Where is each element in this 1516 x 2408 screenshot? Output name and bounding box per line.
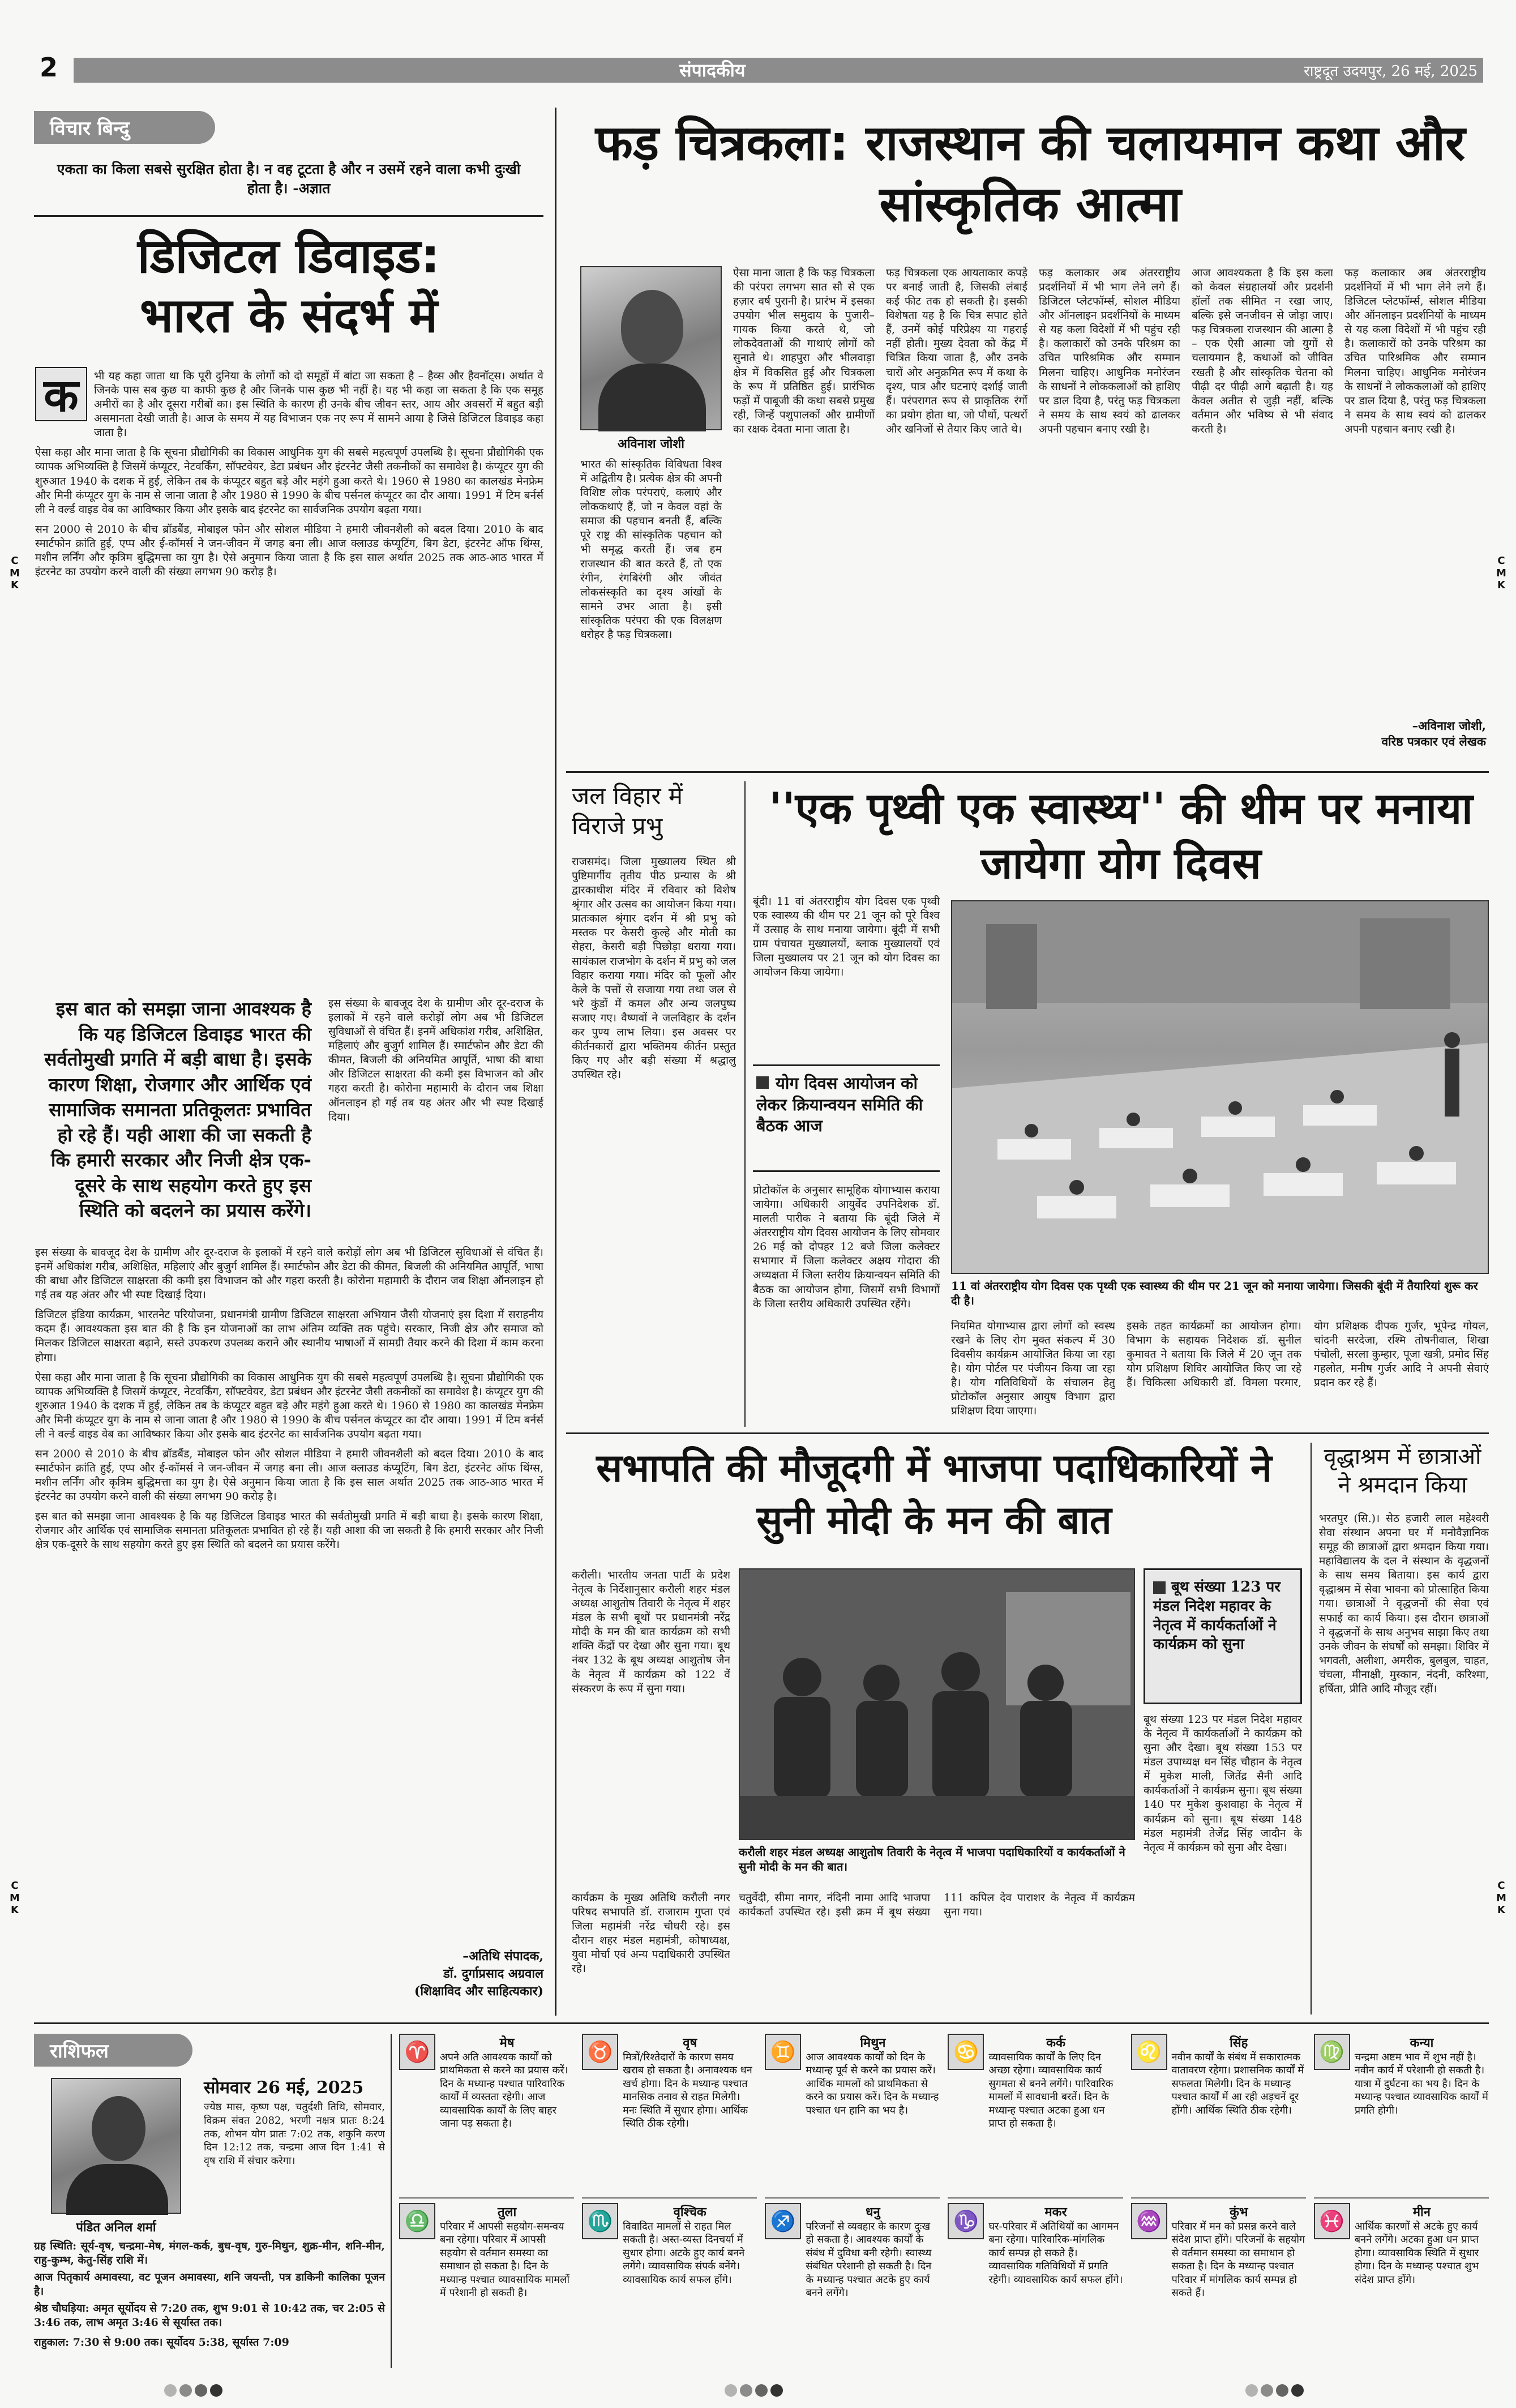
bjp-subhead: बूथ संख्या 123 पर मंडल निदेश महावर के नेतृत्व में कार्यकर्ताओं ने कार्यक्रम को सुना xyxy=(1153,1579,1281,1653)
rashi-text: परिवार में मन को प्रसन्न करने वाले संदेश प्राप्त होंगे। परिजनों के सहयोग से वर्तमान समस्या का समाधान हो सकता है। दिन के मध्यान्ह पश्चात परिवार में मांगलिक कार्य सम्पन्न हो सकते हैं। xyxy=(1171,2221,1305,2299)
yoga-photo-caption: 11 वां अंतरराष्ट्रीय योग दिवस एक पृथ्वी एक स्वास्थ्य की थीम पर 21 जून को मनाया जायेगा। जिसकी बूंदी में तैयारियां शुरू कर दी है। xyxy=(951,1279,1478,1307)
rashi-cell xyxy=(1314,2203,1489,2368)
rashi-cell xyxy=(1131,2203,1306,2368)
phad-col-1: भारत की सांस्कृतिक विविधता विश्व में अद्वितीय है। प्रत्येक क्षेत्र की अपनी विशिष्ट लोक परंपराएं, कलाएं और लोककथाएं हैं, जो न केवल वहां के समाज की पहचान बनती हैं, बल्कि पूरे राष्ट्र की सांस्कृतिक पहचान को भी समृद्ध करती हैं। जब हम राजस्थान की बात करते हैं, तो एक रंगीन, रंगबिरंगी और जीवंत लोकसंस्कृति का दृश्य आंखों के सामने उभर आता है। इसी सांस्कृतिक परंपरा की एक विलक्षण धरोहर है फड़ चित्रकला। xyxy=(580,458,722,641)
yoga-body-3: इसके तहत कार्यक्रमों का आयोजन होगा। विभाग के सहायक निदेशक डॉ. सुनील कुमावत ने बताया कि जिले में 20 जून तक योग प्रशिक्षण शिविर आयोजित किए जा रहे हैं। चिकित्सा अधिकारी डॉ. विमला परमार, योग प्रशिक्षक दीपक गुर्जर, भूपेन्द्र गोयल, चांदनी सरदेजा, रश्मि तोषनीवाल, शिखा पंचोली, सरला कुम्हार, पूजा खत्री, प्रमोद सिंह गहलोत, मनीष गुर्जर आदि ने अपनी सेवाएं प्रदान कर रहे हैं। xyxy=(1127,1320,1489,1389)
editorial-paragraph: भी यह कहा जाता था कि पूरी दुनिया के लोगों को दो समूहों में बांटा जा सकता है – हैव्स और हैवनॉट्स। अर्थात वे जिनके पास सब कुछ या काफी कुछ है और जिनके पास कुछ भी नहीं है। यह भी कहा जा सकता है कि एक समूह अमीरों का है और दूसरा गरीबों का। इस स्थिति के कारण ही उनके बीच जीवन स्तर, आय और अवसरों में बहुत बड़ी असमानता देखी जाती है। आज के समय में यह विभाजन एक नए रूप में सामने आया है जिसे डिजिटल डिवाइड कहा जाता है। xyxy=(94,370,543,439)
rashi-text: परिवार में आपसी सहयोग-समन्वय बना रहेगा। परिवार में आपसी सहयोग से वर्तमान समस्या का समाधान हो सकता है। दिन के मध्यान्ह पश्चात व्यावसायिक मामलों में परेशानी हो सकती है। xyxy=(440,2221,570,2299)
rashi-grid xyxy=(399,2034,1489,2368)
pisces-icon: ♓ xyxy=(1314,2203,1350,2239)
editorial-headline: डिजिटल डिवाइड: भारत के संदर्भ में xyxy=(137,228,440,343)
page-header xyxy=(34,52,1489,85)
rashi-text: अपने अति आवश्यक कार्यों को प्राथमिकता से करने का प्रयास करें। दिन के मध्यान्ह पश्चात पारिवारिक कार्यों में व्यस्तता रहेगी। आज व्यावसायिक कार्यों के लिए बाहर जाना पड़ सकता है। xyxy=(440,2051,568,2129)
author-photo-caption: अविनाश जोशी xyxy=(618,437,684,451)
jal-vihar-headline: जल विहार में विराजे प्रभु xyxy=(572,782,683,840)
yoga-photo-illustration xyxy=(952,901,1488,1273)
yoga-photo xyxy=(951,900,1489,1274)
cancer-icon: ♋ xyxy=(948,2034,984,2070)
rashi-name: मीन xyxy=(1412,2205,1431,2219)
author-line: वरिष्ठ पत्रकार एवं लेखक xyxy=(1381,734,1486,749)
rashi-name: मेष xyxy=(499,2035,515,2050)
phad-author-sign xyxy=(1296,718,1486,750)
rashi-text: नवीन कार्यों के संबंध में सकारात्मक वातावरण रहेगा। प्रशासनिक कार्यों में सफलता मिलेगी। दिन के मध्यान्ह पश्चात कार्यों में आ रही अड़चनें दूर होंगी। आर्थिक स्थिति ठीक रहेगी। xyxy=(1171,2051,1304,2116)
rashi-name: कन्या xyxy=(1410,2035,1434,2050)
rashi-text: विवादित मामलों से राहत मिल सकती है। अस्त-व्यस्त दिनचर्या में सुधार होगा। अटके हुए कार्य बनने लगेंगे। व्यावसायिक संपर्क बनेंगे। व्यावसायिक कार्य सफल होंगे। xyxy=(623,2221,745,2286)
rashifal-label: राशिफल xyxy=(50,2040,109,2063)
leo-icon: ♌ xyxy=(1131,2034,1167,2070)
author-line: डॉ. दुर्गाप्रसाद अग्रवाल xyxy=(443,1966,543,1981)
cmk-mark-left: C M K xyxy=(10,555,20,592)
capricorn-icon: ♑ xyxy=(948,2203,984,2239)
phad-col-2: ऐसा माना जाता है कि फड़ चित्रकला की परंपरा लगभग सात सौ से एक हज़ार वर्ष पुरानी है। प्रारंभ में इसका उपयोग भील समुदाय के पुजारी–गायक किया करते थे, जो लोकदेवताओं की गाथाएं लोगों को सुनाते थे। शाहपुरा और भीलवाड़ा क्षेत्र में विकसित हुई और चित्रकला के रूप में प्रतिष्ठित हुई। प्रारंभिक फड़ों में पाबूजी की कथा सबसे प्रमुख रही, जिन्हें पशुपालकों और ग्रामीणों का रक्षक देवता माना जाता है। xyxy=(733,267,875,435)
phad-col-5: आज आवश्यकता है कि इस कला को केवल संग्रहालयों और प्रदर्शनी हॉलों तक सीमित न रखा जाए, बल्कि इसे जनजीवन से जोड़ा जाए। फड़ चित्रकला राजस्थान की आत्मा है – एक ऐसी आत्मा जो युगों से चलायमान है, कथाओं को जीवित रखती है और सांस्कृतिक चेतना को पीढ़ी दर पीढ़ी आगे बढ़ाती है। यह केवल अतीत से जुड़ी नहीं, बल्कि वर्तमान और भविष्य से भी संवाद करती है। xyxy=(1192,267,1333,435)
jal-vihar-body: राजसमंद। जिला मुख्यालय स्थित श्री पुष्टिमार्गीय तृतीय पीठ प्रन्यास के श्री द्वारकाधीश मंदिर में रविवार को विशेष श्रृंगार और उत्सव का आयोजन किया गया। प्रातःकाल श्रृंगार दर्शन में श्री प्रभु को मस्तक पर केसरी कुल्हे और मोती का सेहरा, केसरी बड़ी पिछोड़ा धराया गया। सायंकाल राजभोग के दर्शन में प्रभु को जल विहार कराया गया। मंदिर को फूलों और केले के पत्तों से सजाया गया तथा जल से भरे कुंडों में कमल और अन्य जलपुष्प सजाए गए। वैष्णवों ने जलविहार के दर्शन कर पुण्य लाभ लिया। इस अवसर पर कीर्तनकारों द्वारा भक्तिमय कीर्तन प्रस्तुत किए गए और बड़ी संख्या में श्रद्धालु उपस्थित रहे। xyxy=(572,856,736,1081)
divider xyxy=(34,2022,1489,2024)
rashi-cell xyxy=(399,2203,574,2368)
yoga-body-2: नियमित योगाभ्यास द्वारा लोगों को स्वस्थ रखने के लिए रोग मुक्त संकल्प में 30 दिवसीय कार्यक्रम आयोजित किया जा रहा है। योग पोर्टल पर पंजीयन किया जा रहा है। योग गतिविधियों के संचालन हेतु प्रोटोकॉल अनुसार आयुष विभाग द्वारा प्रशिक्षण दिया जाएगा। xyxy=(951,1320,1115,1418)
rashi-name: तुला xyxy=(498,2205,517,2219)
rahukal: राहुकाल: 7:30 से 9:00 तक। सूर्योदय 5:38, सूर्यास्त 7:09 xyxy=(34,2336,289,2349)
editorial-body-bottom xyxy=(35,1246,543,1942)
author-line: –अतिथि संपादक, xyxy=(462,1949,543,1964)
rashi-text: मित्रों/रिश्तेदारों के कारण समय खराब हो सकता है। अनावश्यक धन खर्च होगा। दिन के मध्यान्ह पश्चात मानसिक तनाव से राहत मिलेगी। मनः स्थिति में सुधार होगा। आर्थिक स्थिति ठीक रहेगी। xyxy=(623,2051,752,2129)
astrologer-photo xyxy=(51,2078,181,2214)
rashi-cell xyxy=(948,2034,1123,2199)
page-number: 2 xyxy=(40,52,58,83)
bjp-subhead-box xyxy=(1144,1568,1302,1704)
editorial-paragraph: ऐसा कहा और माना जाता है कि सूचना प्रौद्योगिकी का विकास आधुनिक युग की सबसे महत्वपूर्ण उपलब्धि है। सूचना प्रौद्योगिकी एक व्यापक अभिव्यक्ति है जिसमें कंप्यूटर, नेटवर्किंग, सॉफ्टवेयर, डेटा प्रबंधन और इंटरनेट जैसी तकनीकों का समावेश है। कंप्यूटर युग की शुरुआत 1940 के दशक में हुई, लेकिन तब के कंप्यूटर बहुत बड़े और महंगे हुआ करते थे। 1960 से 1980 का कालखंड मेनफ्रेम और मिनी कंप्यूटर युग के नाम से जाना जाता है और 1980 से 1990 के बीच पर्सनल कंप्यूटर का दौर आया। 1991 में टिम बर्नर्स ली ने वर्ल्ड वाइड वेब का आविष्कार किया और इसके बाद इंटरनेट का सार्वजनिक उपयोग बढ़ता गया। xyxy=(35,1371,543,1440)
rashifal-label-band xyxy=(34,2034,192,2067)
rashi-cell xyxy=(765,2034,940,2199)
rashi-text: व्यावसायिक कार्यों के लिए दिन अच्छा रहेगा। व्यावसायिक कार्य सुगमता से बनने लगेंगे। पारिवारिक मामलों में सावधानी बरतें। दिन के मध्यान्ह पश्चात अटका हुआ धन प्राप्त हो सकता है। xyxy=(988,2051,1114,2129)
bjp-body-1: करौली। भारतीय जनता पार्टी के प्रदेश नेतृत्व के निर्देशानुसार करौली शहर मंडल अध्यक्ष आशुतोष तिवारी के नेतृत्व में शहर मंडल के सभी बूथों पर प्रधानमंत्री नरेंद्र मोदी के मन की बात कार्यक्रम को सभी शक्ति केंद्रों पर देखा और सुना गया। बूथ नंबर 132 के बूथ अध्यक्ष आशुतोष जैन के नेतृत्व में कार्यक्रम को 122 वें संस्करण के रूप में सुना गया। xyxy=(572,1569,730,1695)
editorial-paragraph: सन 2000 से 2010 के बीच ब्रॉडबैंड, मोबाइल फोन और सोशल मीडिया ने हमारी जीवनशैली को बदल दिया। 2010 के बाद स्मार्टफोन क्रांति हुई, एप्प और ई-कॉमर्स ने जन-जीवन में जगह बना ली। आज क्लाउड कंप्यूटिंग, बिग डेटा, इंटरनेट ऑफ थिंग्स, मशीन लर्निंग और कृत्रिम बुद्धिमत्ता का युग है। ऐसे अनुमान किया जाता है कि इस साल अर्थात 2025 तक आठ-आठ भारत में इंटरनेट का उपयोग करने वाली की संख्या लगभग 90 करोड़ है। xyxy=(35,1448,543,1503)
rashi-text: घर-परिवार में अतिथियों का आगमन बना रहेगा। पारिवारिक-मांगलिक कार्य सम्पन्न हो सकते हैं। व्यावसायिक गतिविधियों में प्रगति रहेगी। व्यावसायिक कार्य सफल होंगे। xyxy=(988,2221,1123,2286)
rashi-cell xyxy=(582,2034,757,2199)
rashi-name: मिथुन xyxy=(860,2035,886,2050)
astrologer-name: पंडित अनिल शर्मा xyxy=(76,2220,156,2235)
author-line: –अविनाश जोशी, xyxy=(1412,718,1486,733)
rashi-name: सिंह xyxy=(1230,2035,1248,2050)
column-divider xyxy=(1311,1443,1312,2014)
bjp-photo-illustration xyxy=(740,1569,1134,1839)
phad-col-6: फड़ कलाकार अब अंतरराष्ट्रीय प्रदर्शनियों में भी भाग लेने लगे हैं। डिजिटल प्लेटफॉर्म्स, सोशल मीडिया और ऑनलाइन प्रदर्शनियों के माध्यम से यह कला विदेशों में भी पहुंच रही है। कलाकारों को उनके परिश्रम का उचित पारिश्रमिक और सम्मान मिलना चाहिए। आधुनिक मनोरंजन के साधनों ने लोककलाओं को हाशिए पर डाल दिया है, परंतु फड़ चित्रकला ने समय के साथ स्वयं को ढालकर अपनी पहचान बनाए रखी है। xyxy=(1344,267,1486,435)
rashi-cell xyxy=(1314,2034,1489,2199)
editorial-paragraph: इस संख्या के बावजूद देश के ग्रामीण और दूर-दराज के इलाकों में रहने वाले करोड़ों लोग अब भी डिजिटल सुविधाओं से वंचित हैं। इनमें अधिकांश गरीब, अशिक्षित, महिलाएं और बुजुर्ग शामिल हैं। स्मार्टफोन और डेटा की कीमत, बिजली की अनियमित आपूर्ति, भाषा की बाधा और डिजिटल साक्षरता की कमी इस विभाजन को और गहरा करती है। कोरोना महामारी के दौरान जब शिक्षा ऑनलाइन हो गई तब यह अंतर और भी स्पष्ट दिखाई दिया। xyxy=(35,1246,543,1302)
panchang-day: सोमवार 26 मई, 2025 xyxy=(204,2078,364,2098)
yoga-body-1: प्रोटोकॉल के अनुसार सामूहिक योगाभ्यास कराया जायेगा। अधिकारी आयुर्वेद उपनिदेशक डॉ. मालती पारीक ने बताया कि बूंदी जिले में अंतरराष्ट्रीय योग दिवस आयोजन के लिए सोमवार 26 मई को दोपहर 12 बजे जिला कलेक्टर सभागार में जिला कलेक्टर अक्षय गोदारा की अध्यक्षता में जिला स्तरीय क्रियान्वयन समिति की बैठक का आयोजन होगा, जिसमें सभी विभागों के जिला स्तरीय अधिकारी उपस्थित रहेंगे। xyxy=(753,1184,940,1310)
divider xyxy=(34,215,543,217)
paper-date: राष्ट्रदूत उदयपुर, 26 मई, 2025 xyxy=(1304,63,1478,80)
editorial-paragraph: इस बात को समझा जाना आवश्यक है कि यह डिजिटल डिवाइड भारत की सर्वतोमुखी प्रगति में बड़ी बाधा है। इसके कारण शिक्षा, रोजगार और आर्थिक एवं सामाजिक समानता प्रतिकूलतः प्रभावित हो रहे हैं। यही आशा की जा सकती है कि हमारी सरकार और निजी क्षेत्र एक-दूसरे के साथ सहयोग करते हुए इस स्थिति को बदलने का प्रयास करेंगे। xyxy=(35,1510,543,1551)
rashi-name: वृश्चिक xyxy=(673,2205,706,2219)
editorial-paragraph: ऐसा कहा और माना जाता है कि सूचना प्रौद्योगिकी का विकास आधुनिक युग की सबसे महत्वपूर्ण उपलब्धि है। सूचना प्रौद्योगिकी एक व्यापक अभिव्यक्ति है जिसमें कंप्यूटर, नेटवर्किंग, सॉफ्टवेयर, डेटा प्रबंधन और इंटरनेट जैसी तकनीकों का समावेश है। कंप्यूटर युग की शुरुआत 1940 के दशक में हुई, लेकिन तब के कंप्यूटर बहुत बड़े और महंगे हुआ करते थे। 1960 से 1980 का कालखंड मेनफ्रेम और मिनी कंप्यूटर युग के नाम से जाना जाता है और 1980 से 1990 के बीच पर्सनल कंप्यूटर का दौर आया। 1991 में टिम बर्नर्स ली ने वर्ल्ड वाइड वेब का आविष्कार किया और इसके बाद इंटरनेट का सार्वजनिक उपयोग बढ़ता गया। xyxy=(35,446,543,516)
divider xyxy=(566,1432,1489,1434)
editorial-paragraph: डिजिटल इंडिया कार्यक्रम, भारतनेट परियोजना, प्रधानमंत्री ग्रामीण डिजिटल साक्षरता अभियान जैसी योजनाएं इस दिशा में सराहनीय कदम हैं। आवश्यकता इस बात की है कि इन योजनाओं का लाभ अंतिम व्यक्ति तक पहुंचे। सरकार, निजी क्षेत्र और समाज को मिलकर डिजिटल साक्षरता बढ़ाने, सस्ते उपकरण उपलब्ध कराने और स्थानीय भाषाओं में सामग्री तैयार करने की दिशा में काम करना होगा। xyxy=(35,1308,543,1364)
choghadiya: श्रेष्ठ चौघड़िया: अमृत सूर्योदय से 7:20 तक, शुभ 9:01 से 10:42 तक, चर 2:05 से 3:46 तक, लाभ अमृत 3:46 से सूर्यास्त तक। xyxy=(34,2302,385,2329)
column-divider xyxy=(744,781,746,1427)
section-title: संपादकीय xyxy=(679,59,746,81)
bjp-photo-caption: करौली शहर मंडल अध्यक्ष आशुतोष तिवारी के नेतृत्व में भाजपा पदाधिकारियों व कार्यकर्ताओं ने सुनी मोदी के मन की बात। xyxy=(739,1845,1125,1874)
editorial-drop-cap: क xyxy=(35,367,87,421)
bjp-body-4: चतुर्वेदी, सीमा नागर, नंदिनी नामा आदि भाजपा कार्यकर्ता उपस्थित रहे। इसी क्रम में बूथ संख्या 111 कपिल देव पाराशर के नेतृत्व में कार्यक्रम सुना गया। xyxy=(739,1892,1135,1919)
vriddhashram-body: भरतपुर (सि.)। सेठ हजारी लाल महेश्वरी सेवा संस्थान अपना घर में मनोवैज्ञानिक समूह की छात्राओं द्वारा श्रमदान किया गया। महाविद्यालय के दल ने संस्थान के वृद्धजनों के साथ समय बिताया। इस कार्य द्वारा वृद्धाश्रम में सेवा भावना को प्रोत्साहित किया गया। छात्राओं ने वृद्धजनों की सेवा एवं सफाई का कार्य किया। इस दौरान छात्राओं ने वृद्धजनों के साथ अनुभव साझा किए तथा उनके जीवन के संघर्षों को समझा। शिविर में भगवती, अलीशा, अमरीक, बुलबुल, चाहत, चंचला, मीनाक्षी, मुस्कान, नंदनी, करिश्मा, हर्षिता, प्रीति आदि मौजूद रहीं। xyxy=(1319,1512,1489,1695)
vichar-bindu xyxy=(34,111,543,207)
author-photo xyxy=(580,266,722,430)
cmk-mark-right: C M K xyxy=(1496,555,1506,592)
rashi-name: कुंभ xyxy=(1230,2205,1248,2219)
editorial-paragraph: सन 2000 से 2010 के बीच ब्रॉडबैंड, मोबाइल फोन और सोशल मीडिया ने हमारी जीवनशैली को बदल दिया। 2010 के बाद स्मार्टफोन क्रांति हुई, एप्प और ई-कॉमर्स ने जन-जीवन में जगह बना ली। आज क्लाउड कंप्यूटिंग, बिग डेटा, इंटरनेट ऑफ थिंग्स, मशीन लर्निंग और कृत्रिम बुद्धिमत्ता का युग है। ऐसे अनुमान किया जाता है कि इस साल अर्थात 2025 तक आठ-आठ भारत में इंटरनेट का उपयोग करने वाली की संख्या लगभग 90 करोड़ है। xyxy=(35,523,543,579)
column-divider xyxy=(555,108,556,2016)
cmk-mark-right: C M K xyxy=(1496,1880,1506,1917)
rashi-cell xyxy=(399,2034,574,2199)
phad-col-3: फड़ चित्रकला एक आयताकार कपड़े पर बनाई जाती है, जिसकी लंबाई कई फीट तक हो सकती है। इसकी विशेषता यह है कि चित्र सपाट होते हैं, उनमें कोई परिप्रेक्ष्य या गहराई नहीं होती। मुख्य देवता को केंद्र में चित्रित किया जाता है, और उनके चारों ओर अनुक्रमित रूप में कथा के दृश्य, पात्र और घटनाएं दर्शाई जाती हैं। परंपरागत रूप से प्राकृतिक रंगों का प्रयोग होता था, जो पौधों, पत्थरों और खनिजों से तैयार किए जाते थे। xyxy=(886,267,1027,435)
column-divider xyxy=(391,2034,392,2368)
grah-sthiti: ग्रह स्थिति: सूर्य-वृष, चन्द्रमा-मेष, मंगल-कर्क, बुध-वृष, गुरु-मिथुन, शुक्र-मीन, शनि-मीन, राहु-कुम्भ, केतु-सिंह राशि में। xyxy=(34,2240,385,2267)
rashi-name: मकर xyxy=(1044,2205,1067,2219)
sagittarius-icon: ♐ xyxy=(765,2203,801,2239)
vriddhashram-headline: वृद्धाश्रम में छात्राओं ने श्रमदान किया xyxy=(1324,1444,1481,1498)
bjp-body-3: बूथ संख्या 123 पर मंडल निदेश महावर के नेतृत्व में कार्यकर्ताओं ने कार्यक्रम को सुना और देखा। बूथ संख्या 153 पर मंडल उपाध्यक्ष धन सिंह चौहान के नेतृत्व में मुकेश माली, जितेंद्र सैनी आदि कार्यकर्ताओं ने कार्यक्रम सुना। बूथ संख्या 140 पर मुकेश कुशवाहा के नेतृत्व में कार्यक्रम को सुना। बूथ संख्या 148 मंडल महामंत्री तेजेंद्र सिंह जादौन के नेतृत्व में कार्यक्रम को सुना और देखा। xyxy=(1144,1713,1302,1854)
registration-marks xyxy=(0,2381,1516,2403)
virgo-icon: ♍ xyxy=(1314,2034,1350,2070)
rashi-name: धनु xyxy=(866,2205,880,2219)
rashi-cell xyxy=(582,2203,757,2368)
editorial-author xyxy=(317,1948,543,2000)
rashi-cell xyxy=(765,2203,940,2368)
editorial-body-right: इस संख्या के बावजूद देश के ग्रामीण और दूर-दराज के इलाकों में रहने वाले करोड़ों लोग अब भी डिजिटल सुविधाओं से वंचित हैं। इनमें अधिकांश गरीब, अशिक्षित, महिलाएं और बुजुर्ग शामिल हैं। स्मार्टफोन और डेटा की कीमत, बिजली की अनियमित आपूर्ति, भाषा की बाधा और डिजिटल साक्षरता की कमी इस विभाजन को और गहरा करती है। कोरोना महामारी के दौरान जब शिक्षा ऑनलाइन हो गई तब यह अंतर और भी स्पष्ट दिखाई दिया। xyxy=(328,997,543,1123)
yoga-lead: बूंदी। 11 वां अंतरराष्ट्रीय योग दिवस एक पृथ्वी एक स्वास्थ्य की थीम पर 21 जून को पूरे विश्व में उत्साह के साथ मनाया जायेगा। बूंदी में सभी ग्राम पंचायत मुख्यालयों, ब्लाक मुख्यालयों एवं जिला मुख्यालय पर 21 जून को योग दिवस का आयोजन किया जायेगा। xyxy=(753,895,940,979)
rashi-text: चन्द्रमा अष्टम भाव में शुभ नहीं है। नवीन कार्य में परेशानी हो सकती है। यात्रा में दुर्घटना का भय है। दिन के मध्यान्ह पश्चात व्यावसायिक कार्यों में प्रगति होगी। xyxy=(1354,2051,1488,2116)
vichar-label-band xyxy=(34,111,215,144)
bullet-icon xyxy=(756,1076,769,1089)
vichar-label: विचार बिन्दु xyxy=(50,117,130,140)
editorial-pull-quote: इस बात को समझा जाना आवश्यक है कि यह डिजिटल डिवाइड भारत की सर्वतोमुखी प्रगति में बड़ी बाधा है। इसके कारण शिक्षा, रोजगार और आर्थिक एवं सामाजिक समानता प्रतिकूलतः प्रभावित हो रहे हैं। यही आशा की जा सकती है कि हमारी सरकार और निजी क्षेत्र एक-दूसरे के साथ सहयोग करते हुए इस स्थिति को बदलने का प्रयास करेंगे। xyxy=(44,998,311,1222)
bjp-photo xyxy=(739,1568,1135,1840)
rashi-cell xyxy=(1131,2034,1306,2199)
vrat-parv: आज पितृकार्य अमावस्या, वट पूजन अमावस्या, शनि जयन्ती, पत्र डाकिनी कालिका पूजन है। xyxy=(34,2271,385,2298)
libra-icon: ♎ xyxy=(399,2203,435,2239)
gemini-icon: ♊ xyxy=(765,2034,801,2070)
taurus-icon: ♉ xyxy=(582,2034,618,2070)
rashi-name: वृष xyxy=(683,2035,697,2050)
vichar-quote: एकता का किला सबसे सुरक्षित होता है। न वह टूटता है और न उसमें रहने वाला कभी दुःखी होता है। -अज्ञात xyxy=(57,161,521,196)
rashi-text: आज आवश्यक कार्यों को दिन के मध्यान्ह पूर्व से करने का प्रयास करें। आर्थिक मामलों को प्राथमिकता से करने का प्रयास करें। दिन के मध्यान्ह पश्चात धन हानि का भय है। xyxy=(806,2051,939,2116)
panchang-text: ज्येष्ठ मास, कृष्ण पक्ष, चतुर्दशी तिथि, सोमवार, विक्रम संवत 2082, भरणी नक्षत्र प्रातः 8:24 तक, शोभन योग प्रातः 7:02 तक, शकुनि करण दिन 12:12 तक, चन्द्रमा आज दिन 1:41 से वृष राशि में संचार करेगा। xyxy=(204,2101,385,2167)
bullet-icon xyxy=(1153,1581,1166,1594)
yoga-headline: ''एक पृथ्वी एक स्वास्थ्य'' की थीम पर मनाया जायेगा योग दिवस xyxy=(769,783,1473,888)
bjp-body-2: कार्यक्रम के मुख्य अतिथि करौली नगर परिषद सभापति डॉ. राजाराम गुप्ता एवं जिला महामंत्री नरेंद्र चौधरी रहे। इस दौरान शहर मंडल महामंत्री, कोषाध्यक्ष, युवा मोर्चा एवं अन्य पदाधिकारी उपस्थित रहे। xyxy=(572,1892,730,1975)
editorial-body-top xyxy=(35,369,543,935)
phad-col-4: फड़ कलाकार अब अंतरराष्ट्रीय प्रदर्शनियों में भी भाग लेने लगे हैं। डिजिटल प्लेटफॉर्म्स, सोशल मीडिया और ऑनलाइन प्रदर्शनियों के माध्यम से यह कला विदेशों में भी पहुंच रही है। कलाकारों को उनके परिश्रम का उचित पारिश्रमिक और सम्मान मिलना चाहिए। आधुनिक मनोरंजन के साधनों ने लोककलाओं को हाशिए पर डाल दिया है, परंतु फड़ चित्रकला ने समय के साथ स्वयं को ढालकर अपनी पहचान बनाए रखी है। xyxy=(1039,267,1180,435)
scorpio-icon: ♏ xyxy=(582,2203,618,2239)
bjp-headline: सभापति की मौजूदगी में भाजपा पदाधिकारियों ने सुनी मोदी के मन की बात xyxy=(596,1446,1272,1543)
author-line: (शिक्षाविद और साहित्यकार) xyxy=(414,1983,543,1999)
phad-headline: फड़ चित्रकला: राजस्थान की चलायमान कथा और सांस्कृतिक आत्मा xyxy=(595,115,1466,233)
rashi-text: आर्थिक कारणों से अटके हुए कार्य बनने लगेंगे। अटका हुआ धन प्राप्त होगा। व्यावसायिक स्थिति में सुधार होगा। दिन के मध्यान्ह पश्चात शुभ संदेश प्राप्त होंगे। xyxy=(1354,2221,1479,2286)
yoga-subhead-box xyxy=(753,1064,940,1172)
rashi-name: कर्क xyxy=(1046,2035,1065,2050)
aquarius-icon: ♒ xyxy=(1131,2203,1167,2239)
header-band xyxy=(74,58,1483,83)
divider xyxy=(566,771,1489,773)
cmk-mark-left: C M K xyxy=(10,1880,20,1917)
rashi-cell xyxy=(948,2203,1123,2368)
yoga-subhead: योग दिवस आयोजन को लेकर क्रियान्वयन समिति की बैठक आज xyxy=(756,1073,923,1136)
aries-icon: ♈ xyxy=(399,2034,435,2070)
rashi-text: परिजनों से व्यवहार के कारण दुःख हो सकता है। आवश्यक कार्यों के संबंध में दुविधा बनी रहेगी। स्वास्थ्य संबंधित परेशानी हो सकती है। दिन के मध्यान्ह पश्चात अटके हुए कार्य बनने लगेंगे। xyxy=(806,2221,932,2299)
